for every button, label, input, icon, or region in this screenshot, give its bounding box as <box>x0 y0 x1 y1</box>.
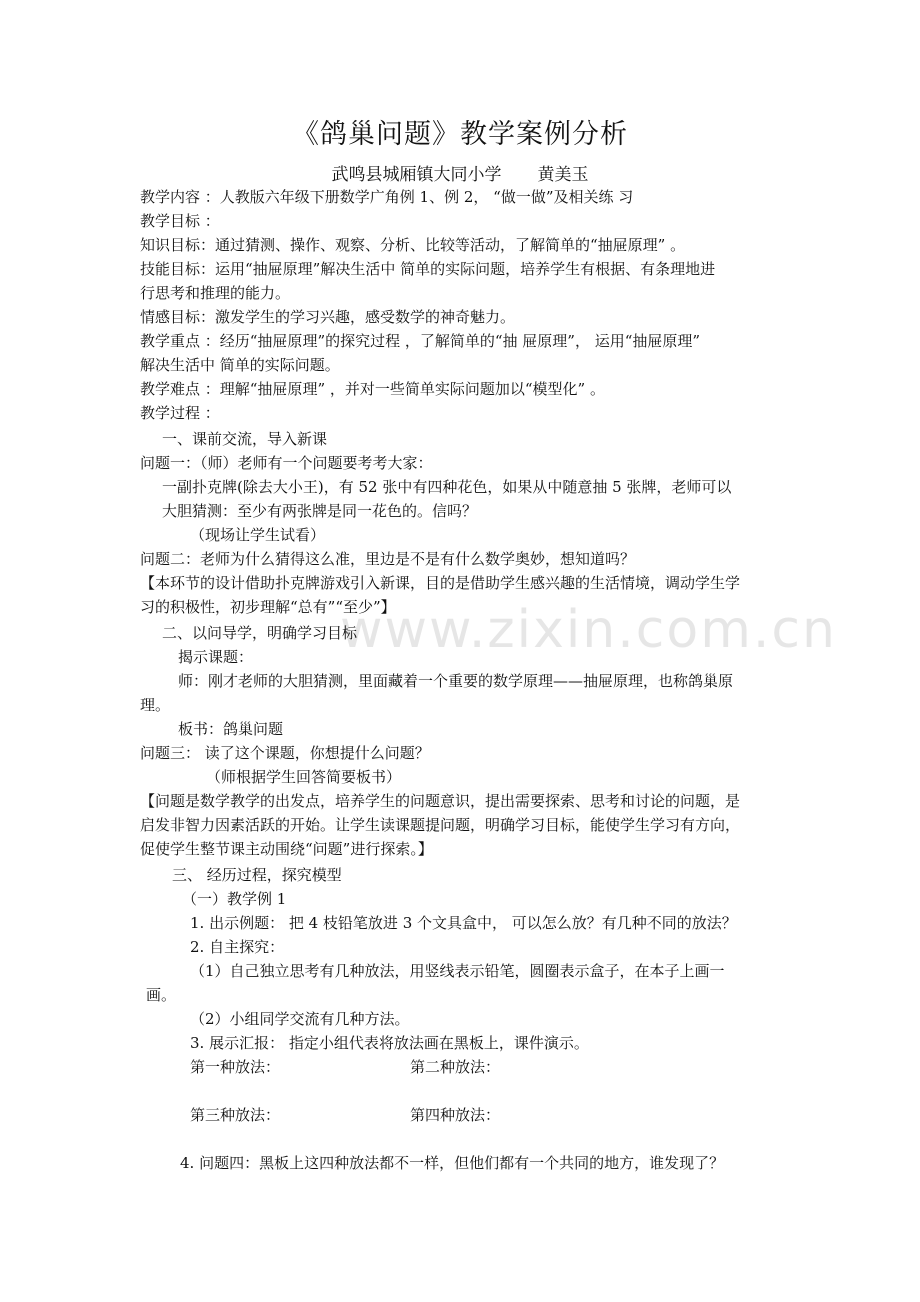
step-2: 2. 自主探究： <box>190 938 285 956</box>
knowledge-goal: 知识目标：通过猜测、操作、观察、分析、比较等活动，了解简单的“抽屉原理” 。 <box>140 236 686 254</box>
method-2-label: 第二种放法： <box>410 1058 501 1076</box>
teaching-process-heading: 教学过程 ： <box>140 404 220 422</box>
document-title: 《鸽巢问题》教学案例分析 <box>292 119 628 150</box>
step-2-sub-1: （1）自己独立思考有几种放法，用竖线表示铅笔，圆圈表示盒子，在本子上画一 <box>190 962 725 980</box>
question-1-body-cont: 大胆猜测：至少有两张牌是同一花色的。信吗？ <box>162 502 478 520</box>
teaching-difficulty: 教学难点 ：理解“抽屉原理” ，并对一些简单实际问题加以“模型化” 。 <box>140 380 605 398</box>
skill-goal: 技能目标：运用“抽屉原理”解决生活中 简单的实际问题，培养学生有根据、有条理地进 <box>140 260 716 278</box>
design-note-2-end: 促使学生整节课主动围绕“问题”进行探索。】 <box>140 840 433 858</box>
teaching-content: 教学内容 ：人教版六年级下册数学广角例 1、例 2， “做一做”及相关练 习 <box>140 188 634 206</box>
teaching-goals-heading: 教学目标 ： <box>140 212 220 230</box>
design-note-1-cont: 习的积极性，初步理解“总有”“至少”】 <box>140 598 396 616</box>
method-3-label: 第三种放法： <box>190 1106 281 1124</box>
teacher-board-note: （师根据学生回答简要板书） <box>206 768 402 786</box>
step-3: 3. 展示汇报： 指定小组代表将放法画在黑板上，课件演示。 <box>190 1034 589 1052</box>
teaching-focus: 教学重点 ：经历“抽屉原理”的探究过程 ，了解简单的“抽 屉原理”， 运用“抽屉原理” <box>140 332 701 350</box>
step-2-sub-1-cont: 画。 <box>146 986 177 1004</box>
design-note-2-cont: 启发非智力因素活跃的开始。让学生读课题提问题，明确学习目标，能使学生学习有方向， <box>140 816 741 834</box>
question-2: 问题二：老师为什么猜得这么准，里边是不是有什么数学奥妙，想知道吗？ <box>140 550 636 568</box>
emotion-goal: 情感目标：激发学生的学习兴趣，感受数学的神奇魅力。 <box>140 308 516 326</box>
question-1: 问题一：（师）老师有一个问题要考考大家： <box>140 454 433 472</box>
step-2-sub-2: （2）小组同学交流有几种方法。 <box>190 1010 410 1028</box>
skill-goal-cont: 行思考和推理的能力。 <box>140 284 291 302</box>
method-4-label: 第四种放法： <box>410 1106 501 1124</box>
question-4: 4. 问题四：黑板上这四种放法都不一样，但他们都有一个共同的地方，谁发现了？ <box>180 1154 725 1172</box>
author-school: 武鸣县城厢镇大同小学 <box>331 165 502 185</box>
author-line <box>0 160 920 185</box>
teacher-statement: 师：刚才老师的大胆猜测，里面藏着一个重要的数学原理——抽屉原理，也称鸽巢原 <box>178 672 734 690</box>
section-1-heading: 一、课前交流，导入新课 <box>162 430 328 448</box>
question-1-body: 一副扑克牌(除去大小王)，有 52 张中有四种花色，如果从中随意抽 5 张牌，老师可以 <box>162 478 732 496</box>
watermark: www.zixin.com.cn <box>340 600 837 660</box>
method-1-label: 第一种放法： <box>190 1058 281 1076</box>
author-name: 黄美玉 <box>537 165 589 185</box>
teaching-focus-cont: 解决生活中 简单的实际问题。 <box>140 356 340 374</box>
section-2-heading: 二、以问导学，明确学习目标 <box>162 624 358 642</box>
question-3: 问题三： 读了这个课题，你想提什么问题？ <box>140 744 430 762</box>
design-note-1: 【本环节的设计借助扑克牌游戏引入新课，目的是借助学生感兴趣的生活情境，调动学生学 <box>140 574 741 592</box>
design-note-2: 【问题是数学教学的出发点，培养学生的问题意识，提出需要探索、思考和讨论的问题，是 <box>140 792 741 810</box>
section-3-heading: 三、 经历过程，探究模型 <box>172 866 342 884</box>
step-1: 1. 出示例题： 把 4 枝铅笔放进 3 个文具盒中， 可以怎么放？有几种不同的放法？ <box>190 914 737 932</box>
reveal-topic: 揭示课题： <box>178 648 254 666</box>
blackboard-writing: 板书：鸽巢问题 <box>178 720 284 738</box>
on-site-trial: （现场让学生试看） <box>190 526 326 544</box>
example-1-heading: （一）教学例 1 <box>182 890 287 908</box>
teacher-statement-cont: 理。 <box>140 696 171 714</box>
